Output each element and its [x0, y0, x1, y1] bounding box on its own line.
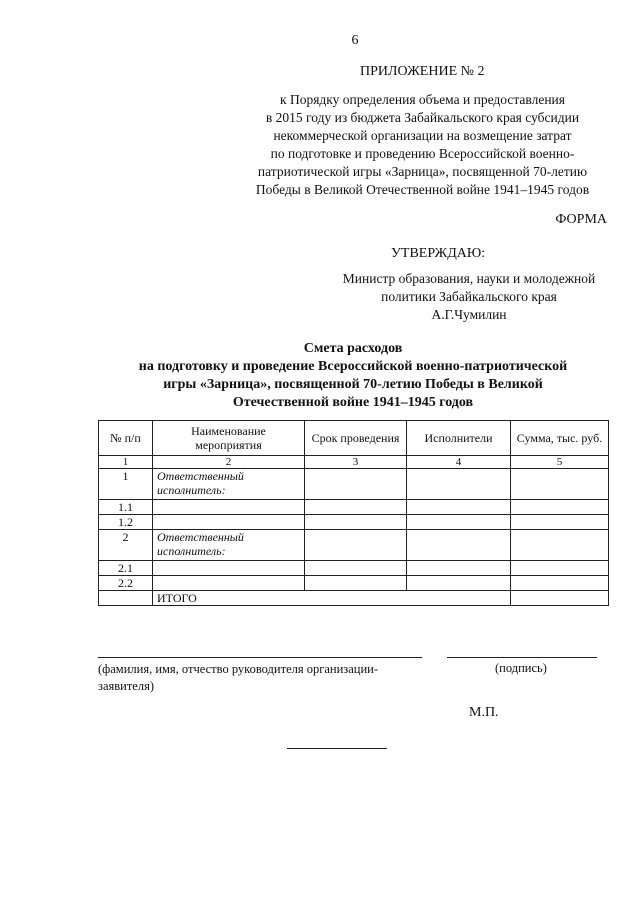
- row-executors: [407, 561, 511, 576]
- row-period: [305, 515, 407, 530]
- appendix-subtitle-line: Победы в Великой Отечественной войне 1941–1945 годов: [255, 182, 590, 197]
- row-number: 2.1: [99, 561, 153, 576]
- form-label: ФОРМА: [555, 212, 607, 227]
- approval-title: УТВЕРЖДАЮ:: [391, 246, 486, 261]
- row-name: [153, 515, 305, 530]
- budget-table: [98, 420, 609, 606]
- appendix-subtitle: [235, 91, 610, 199]
- row-name: [153, 561, 305, 576]
- approval-block: [296, 270, 640, 324]
- signature-label: (подпись): [495, 661, 547, 675]
- appendix-title: ПРИЛОЖЕНИЕ № 2: [360, 64, 485, 79]
- row-amount: [511, 530, 609, 561]
- row-executors: [407, 576, 511, 591]
- appendix-subtitle-line: некоммерческой организации на возмещение затрат: [273, 128, 572, 143]
- table-row: [99, 561, 609, 576]
- row-name: Ответственный исполнитель:: [153, 530, 305, 561]
- row-amount: [511, 500, 609, 515]
- column-number: 5: [511, 456, 609, 469]
- manager-name-line: [98, 657, 422, 658]
- document-title: [100, 340, 606, 412]
- column-number: 1: [99, 456, 153, 469]
- row-executors: [407, 530, 511, 561]
- document-title-line: Смета расходов: [303, 341, 403, 356]
- total-number: [99, 591, 153, 606]
- manager-name-label: (фамилия, имя, отчество руководителя организации-заявителя): [98, 662, 379, 693]
- row-name: Ответственный исполнитель:: [153, 469, 305, 500]
- approval-signer: А.Г.Чумилин: [431, 307, 507, 322]
- row-period: [305, 576, 407, 591]
- row-amount: [511, 515, 609, 530]
- row-name: [153, 500, 305, 515]
- signature-line: [447, 657, 597, 658]
- stamp-label: М.П.: [469, 705, 499, 720]
- header-period: Срок проведения: [305, 421, 407, 456]
- row-executors: [407, 469, 511, 500]
- table-row: [99, 500, 609, 515]
- row-number: 1.2: [99, 515, 153, 530]
- column-number: 4: [407, 456, 511, 469]
- column-number: 2: [153, 456, 305, 469]
- total-label: ИТОГО: [153, 591, 511, 606]
- table-row: [99, 469, 609, 500]
- row-executors: [407, 500, 511, 515]
- row-amount: [511, 469, 609, 500]
- row-number: 1.1: [99, 500, 153, 515]
- total-amount: [511, 591, 609, 606]
- bottom-line: [287, 748, 387, 749]
- row-number: 1: [99, 469, 153, 500]
- header-amount: Сумма, тыс. руб.: [511, 421, 609, 456]
- row-executors: [407, 515, 511, 530]
- appendix-subtitle-line: в 2015 году из бюджета Забайкальского края субсидии: [265, 110, 580, 125]
- row-period: [305, 500, 407, 515]
- row-number: 2.2: [99, 576, 153, 591]
- table-row: [99, 515, 609, 530]
- document-title-line: игры «Зарница», посвященной 70-летию Победы в Великой: [163, 377, 543, 392]
- approval-line: политики Забайкальского края: [381, 289, 557, 304]
- header-name: Наименование мероприятия: [153, 421, 305, 456]
- row-amount: [511, 561, 609, 576]
- header-executors: Исполнители: [407, 421, 511, 456]
- column-number-row: [99, 456, 609, 469]
- column-number: 3: [305, 456, 407, 469]
- page-number: 6: [351, 33, 359, 48]
- row-amount: [511, 576, 609, 591]
- row-period: [305, 469, 407, 500]
- appendix-subtitle-line: патриотической игры «Зарница», посвященной 70-летию: [257, 164, 588, 179]
- appendix-subtitle-line: по подготовке и проведению Всероссийской военно-: [270, 146, 575, 161]
- header-num: № п/п: [99, 421, 153, 456]
- document-title-line: Отечественной войне 1941–1945 годов: [232, 395, 474, 410]
- table-row: [99, 576, 609, 591]
- appendix-subtitle-line: к Порядку определения объема и предоставления: [280, 92, 565, 107]
- approval-line: Министр образования, науки и молодежной: [342, 271, 596, 286]
- row-period: [305, 530, 407, 561]
- document-title-line: на подготовку и проведение Всероссийской военно-патриотической: [138, 359, 568, 374]
- row-number: 2: [99, 530, 153, 561]
- row-period: [305, 561, 407, 576]
- table-row: [99, 530, 609, 561]
- row-name: [153, 576, 305, 591]
- table-header-row: [99, 421, 609, 456]
- total-row: [99, 591, 609, 606]
